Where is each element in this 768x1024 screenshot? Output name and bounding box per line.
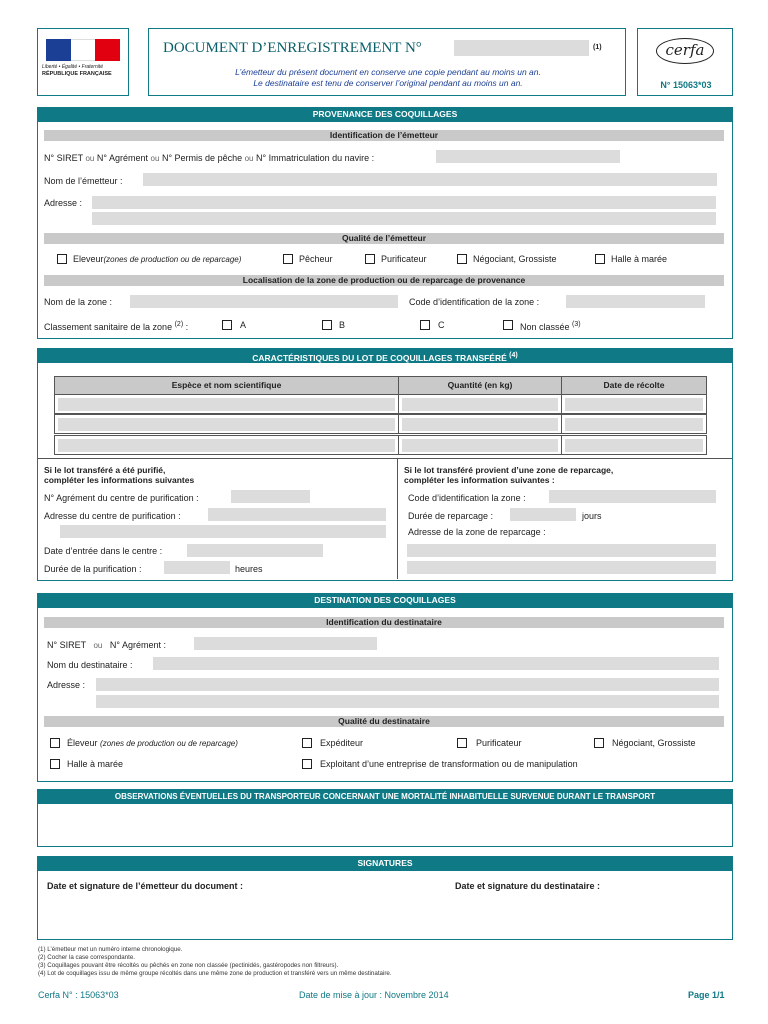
code-zone-label: Code d’identification de la zone : (409, 297, 540, 307)
dest-or: ou (93, 641, 103, 650)
dest-eleveur-checkbox[interactable] (50, 738, 60, 748)
row2-quantite-cell[interactable] (398, 414, 562, 434)
dest-expediteur-checkbox[interactable] (302, 738, 312, 748)
negociant-checkbox[interactable] (457, 254, 467, 264)
purif-agrement-label: N° Agrément du centre de purification : (44, 493, 199, 503)
row3-date-cell[interactable] (561, 435, 707, 455)
purif-head-1: Si le lot transféré a été purifié, (44, 465, 166, 475)
or-3: ou (244, 154, 254, 163)
dest-exploitant-checkbox[interactable] (302, 759, 312, 769)
row1-quantite-cell[interactable] (398, 394, 562, 414)
purif-date-input[interactable] (187, 544, 323, 557)
dest-agrement-label: N° Agrément : (109, 640, 167, 650)
classement-b-checkbox[interactable] (322, 320, 332, 330)
jours-label: jours (582, 511, 602, 521)
siret-emetteur-input[interactable] (436, 150, 620, 163)
footnote-1: (1) L’émetteur met un numéro interne chronologique. (38, 946, 183, 953)
dest-negociant-checkbox[interactable] (594, 738, 604, 748)
footnotes (38, 946, 392, 978)
dest-siret-input[interactable] (194, 637, 377, 650)
qualite-emetteur-title: Qualité de l’émetteur (44, 233, 724, 244)
pecheur-checkbox[interactable] (283, 254, 293, 264)
classement-non-label (520, 319, 581, 333)
col-date-header: Date de récolte (561, 376, 707, 395)
dest-siret-line (47, 639, 166, 652)
cerfa-logo-text: cerfa (665, 41, 705, 59)
row1-date-cell[interactable] (561, 394, 707, 414)
nom-emetteur-input[interactable] (143, 173, 717, 186)
classement-non-text: Non classée (520, 322, 570, 332)
cerfa-logo (656, 38, 714, 64)
logo-republique: RÉPUBLIQUE FRANÇAISE (42, 71, 112, 77)
dest-nom-input[interactable] (153, 657, 719, 670)
permis-label: N° Permis de pêche (161, 153, 243, 163)
logo-motto: Liberté • Égalité • Fraternité (42, 64, 104, 70)
republique-logo-box (37, 28, 129, 96)
reparcage-head-1: Si le lot transféré provient d’une zone de reparcage, (404, 465, 614, 475)
qualite-destinataire-title: Qualité du destinataire (44, 716, 724, 727)
siret-line-label (44, 152, 374, 165)
footer-page: Page 1/1 (688, 990, 725, 1000)
adresse-emetteur-input-2[interactable] (92, 212, 716, 225)
classement-c-checkbox[interactable] (420, 320, 430, 330)
dest-eleveur-label (67, 737, 238, 750)
reparcage-adresse-label: Adresse de la zone de reparcage : (408, 527, 546, 537)
reparcage-adresse-input-2[interactable] (407, 561, 716, 574)
observations-section-title: OBSERVATIONS ÉVENTUELLES DU TRANSPORTEUR CONCERNANT UNE MORTALITÉ INHABITUELLE SURVENUE DURANT LE TRANSPORT (37, 789, 733, 804)
dest-negociant-label: Négociant, Grossiste (612, 738, 696, 748)
footnote-2: (2) Cocher la case correspondante. (38, 954, 135, 961)
dest-eleveur-text: Éleveur (67, 738, 98, 748)
document-number-field[interactable] (454, 40, 589, 56)
footnote-4: (4) Lot de coquillages issu de même groupe récoltés dans une même zone de production et transféré vers un même destinataire. (38, 970, 392, 977)
classement-note: (2) (174, 321, 184, 328)
eleveur-text: Eleveur (73, 254, 104, 264)
heures-label: heures (235, 564, 263, 574)
footnote-3: (3) Coquillages pouvant être récoltés ou pêchés en zone non classée (pectinidés, gastéropodes non filtreurs). (38, 962, 339, 969)
signature-destinataire-area[interactable] (453, 896, 723, 936)
provenance-ident-title: Identification de l’émetteur (44, 130, 724, 141)
purif-adresse-input-2[interactable] (60, 525, 386, 538)
title-box (148, 28, 626, 96)
classement-label (44, 319, 188, 333)
classement-a-label: A (240, 320, 247, 330)
adresse-emetteur-input-1[interactable] (92, 196, 716, 209)
pecheur-label: Pêcheur (299, 254, 333, 264)
immat-label: N° Immatriculation du navire : (256, 153, 375, 163)
negociant-label: Négociant, Grossiste (473, 254, 557, 264)
dest-nom-label: Nom du destinataire : (47, 660, 133, 670)
row2-espece-cell[interactable] (54, 414, 399, 434)
signature-destinataire-label: Date et signature du destinataire : (455, 881, 601, 891)
adresse-emetteur-label: Adresse : (44, 198, 83, 208)
dest-eleveur-note: (zones de production ou de reparcage) (100, 739, 238, 748)
subtitle-line-2: Le destinataire est tenu de conserver l’original pendant au moins un an. (253, 78, 523, 88)
dest-halle-label: Halle à marée (67, 759, 124, 769)
reparcage-adresse-input-1[interactable] (407, 544, 716, 557)
subtitle-line-1: L’émetteur du présent document en conserve une copie pendant au moins un an. (235, 67, 541, 77)
agrement-label: N° Agrément (96, 153, 149, 163)
lot-title-note: (4) (509, 352, 518, 359)
eleveur-note: (zones de production ou de reparcage) (103, 255, 242, 264)
purif-adresse-input-1[interactable] (208, 508, 386, 521)
row3-espece-cell[interactable] (54, 435, 399, 455)
document-title: DOCUMENT D’ENREGISTREMENT N° (163, 40, 422, 56)
siret-label: N° SIRET (44, 153, 83, 163)
title-footnote: (1) (593, 44, 602, 51)
reparcage-head-2: compléter les information suivantes : (404, 475, 555, 485)
lot-hline (38, 458, 732, 459)
classement-a-checkbox[interactable] (222, 320, 232, 330)
provenance-section-title: PROVENANCE DES COQUILLAGES (37, 107, 733, 122)
row1-espece-cell[interactable] (54, 394, 399, 414)
purif-duree-label: Durée de la purification : (44, 564, 142, 574)
footer-cerfa: Cerfa N° : 15063*03 (38, 990, 119, 1000)
purif-duree-input[interactable] (164, 561, 230, 574)
dest-purificateur-checkbox[interactable] (457, 738, 467, 748)
purificateur-label: Purificateur (381, 254, 427, 264)
signature-emetteur-area[interactable] (45, 896, 425, 936)
signature-emetteur-label: Date et signature de l’émetteur du document : (47, 881, 244, 891)
purificateur-checkbox[interactable] (365, 254, 375, 264)
dest-exploitant-label: Exploitant d’une entreprise de transformation ou de manipulation (320, 759, 578, 769)
classement-colon: : (183, 322, 189, 332)
nom-zone-input[interactable] (130, 295, 398, 308)
purif-head-2: compléter les informations suivantes (44, 475, 195, 485)
classement-non-checkbox[interactable] (503, 320, 513, 330)
halle-label: Halle à marée (611, 254, 668, 264)
footer-date: Date de mise à jour : Novembre 2014 (299, 990, 449, 1000)
cerfa-number: N° 15063*03 (660, 80, 712, 90)
code-zone-input[interactable] (566, 295, 705, 308)
row2-date-cell[interactable] (561, 414, 707, 434)
purif-date-label: Date d’entrée dans le centre : (44, 546, 163, 556)
cerfa-box (637, 28, 733, 96)
nom-emetteur-label: Nom de l’émetteur : (44, 176, 123, 186)
classement-non-note: (3) (572, 321, 581, 328)
destination-ident-title: Identification du destinataire (44, 617, 724, 628)
eleveur-checkbox[interactable] (57, 254, 67, 264)
nom-zone-label: Nom de la zone : (44, 297, 113, 307)
purif-adresse-label: Adresse du centre de purification : (44, 511, 181, 521)
dest-purificateur-label: Purificateur (476, 738, 522, 748)
reparcage-code-input[interactable] (549, 490, 716, 503)
dest-expediteur-label: Expéditeur (320, 738, 364, 748)
halle-checkbox[interactable] (595, 254, 605, 264)
eleveur-label (73, 253, 241, 266)
lot-section-title (37, 348, 733, 363)
classement-text: Classement sanitaire de la zone (44, 322, 173, 332)
or-2: ou (150, 154, 160, 163)
col-quantite-header: Quantité (en kg) (398, 376, 562, 395)
localisation-title: Localisation de la zone de production ou de reparcage de provenance (44, 275, 724, 286)
reparcage-duree-input[interactable] (510, 508, 576, 521)
or-1: ou (85, 154, 95, 163)
reparcage-duree-label: Durée de reparcage : (408, 511, 494, 521)
purif-agrement-input[interactable] (231, 490, 310, 503)
observations-textarea[interactable] (37, 804, 733, 847)
classement-c-label: C (438, 320, 445, 330)
lot-title-text: CARACTÉRISTIQUES DU LOT DE COQUILLAGES TRANSFÉRÉ (252, 352, 507, 363)
dest-halle-checkbox[interactable] (50, 759, 60, 769)
destination-section-title: DESTINATION DES COQUILLAGES (37, 593, 733, 608)
marianne-flag-icon (46, 39, 120, 61)
dest-adresse-label: Adresse : (47, 680, 86, 690)
dest-siret-label: N° SIRET (47, 640, 86, 650)
classement-b-label: B (339, 320, 346, 330)
dest-adresse-input-2[interactable] (96, 695, 719, 708)
signatures-section-title: SIGNATURES (37, 856, 733, 871)
col-espece-header: Espèce et nom scientifique (54, 376, 399, 395)
dest-adresse-input-1[interactable] (96, 678, 719, 691)
lot-divider (397, 459, 398, 579)
reparcage-code-label: Code d’identification la zone : (408, 493, 526, 503)
row3-quantite-cell[interactable] (398, 435, 562, 455)
